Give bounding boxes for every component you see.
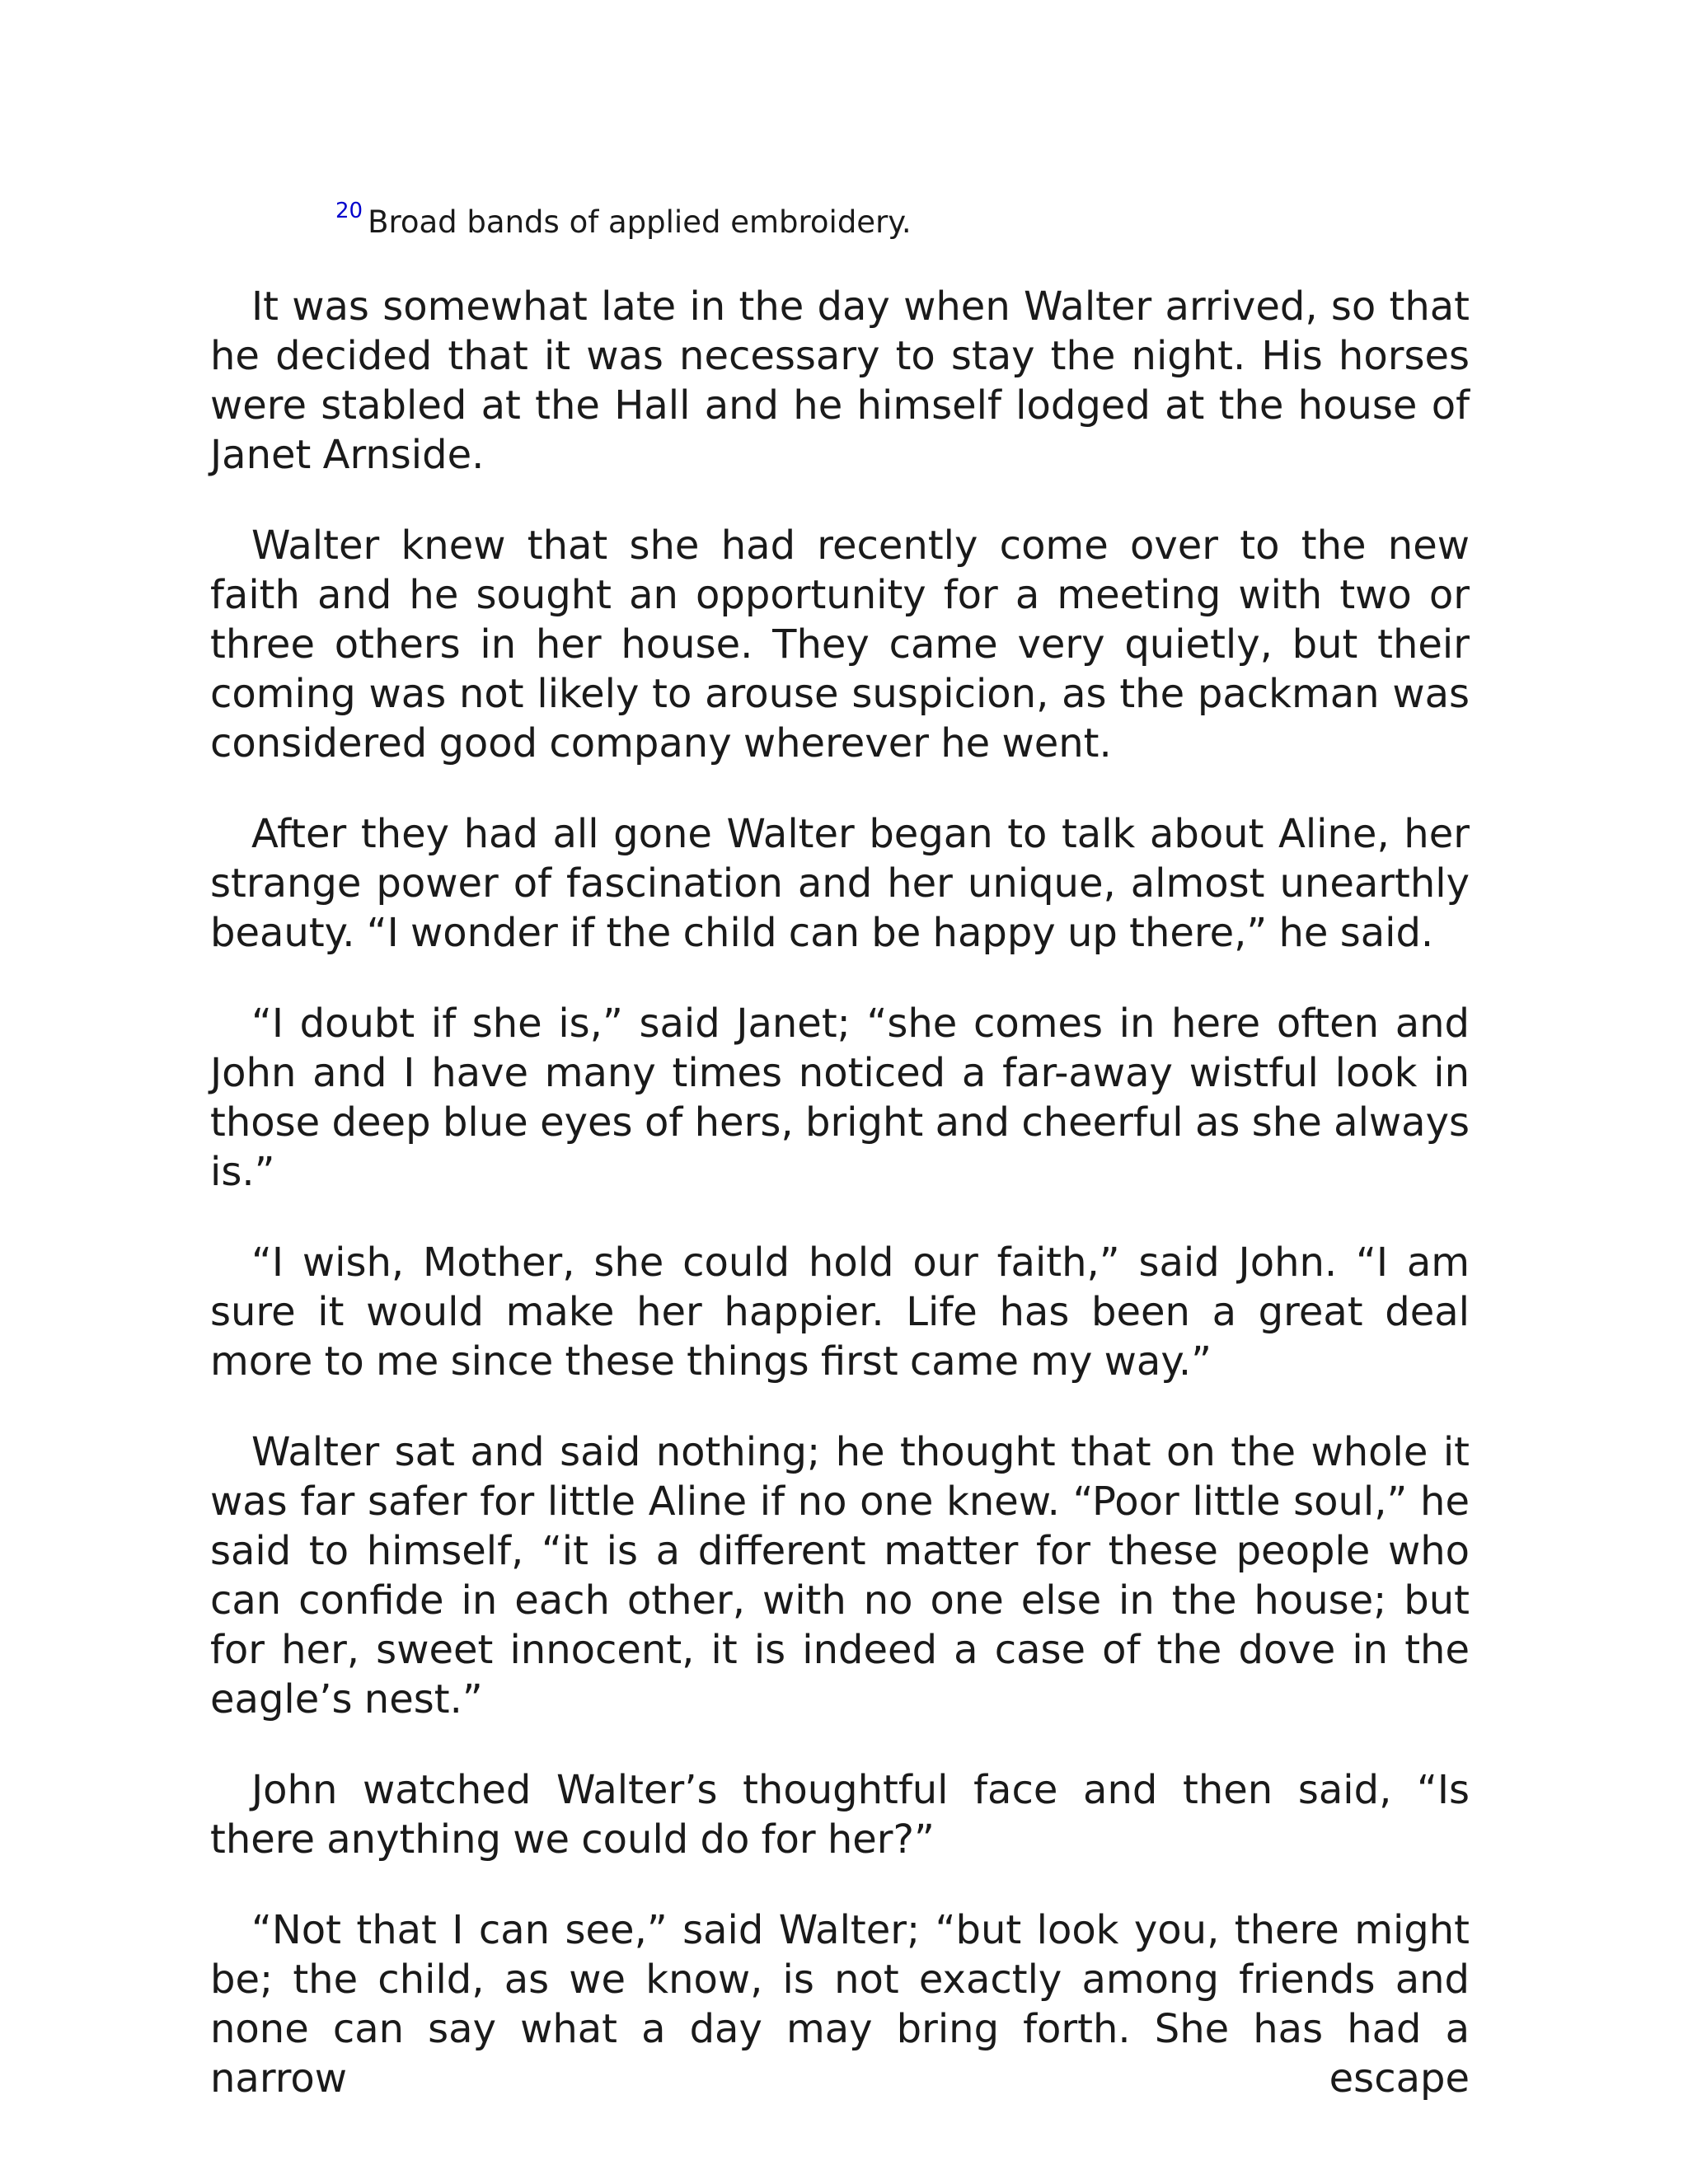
- paragraph-5: “I wish, Mother, she could hold our faith,” said John. “I am sure it would make her happier. Life has been a great deal more to me since these things first came my way.”: [210, 1240, 1470, 1385]
- footnote: [210, 191, 1470, 242]
- footnote-text: Broad bands of applied embroidery.: [368, 204, 912, 240]
- footnote-marker[interactable]: 20: [335, 199, 363, 223]
- paragraph-4: “I doubt if she is,” said Janet; “she comes in here often and John and I have many times noticed a far-away wistful look in those deep blue eyes of hers, bright and cheerful as she always is.”: [210, 1001, 1470, 1195]
- paragraph-1: It was somewhat late in the day when Walter arrived, so that he decided that it was necessary to stay the night. His horses were stabled at the Hall and he himself lodged at the house of Janet Arnside.: [210, 284, 1470, 478]
- paragraph-6: Walter sat and said nothing; he thought that on the whole it was far safer for little Aline if no one knew. “Poor little soul,” he said to himself, “it is a different matter for these people who can confide in each other, with no one else in the house; but for her, sweet innocent, it is indeed a case of the dove in the eagle’s nest.”: [210, 1429, 1470, 1722]
- page-body: [210, 191, 1470, 2103]
- paragraph-3: After they had all gone Walter began to talk about Aline, her strange power of fascination and her unique, almost unearthly beauty. “I wonder if the child can be happy up there,” he said.: [210, 811, 1470, 956]
- paragraph-7: John watched Walter’s thoughtful face and then said, “Is there anything we could do for her?”: [210, 1767, 1470, 1863]
- paragraph-8: “Not that I can see,” said Walter; “but look you, there might be; the child, as we know, is not exactly among friends and none can say what a day may bring forth. She has had a narrow escape: [210, 1907, 1470, 2102]
- paragraph-2: Walter knew that she had recently come over to the new faith and he sought an opportunity for a meeting with two or three others in her house. They came very quietly, but their coming was not likely to arouse suspicion, as the packman was considered good company wherever he went.: [210, 523, 1470, 766]
